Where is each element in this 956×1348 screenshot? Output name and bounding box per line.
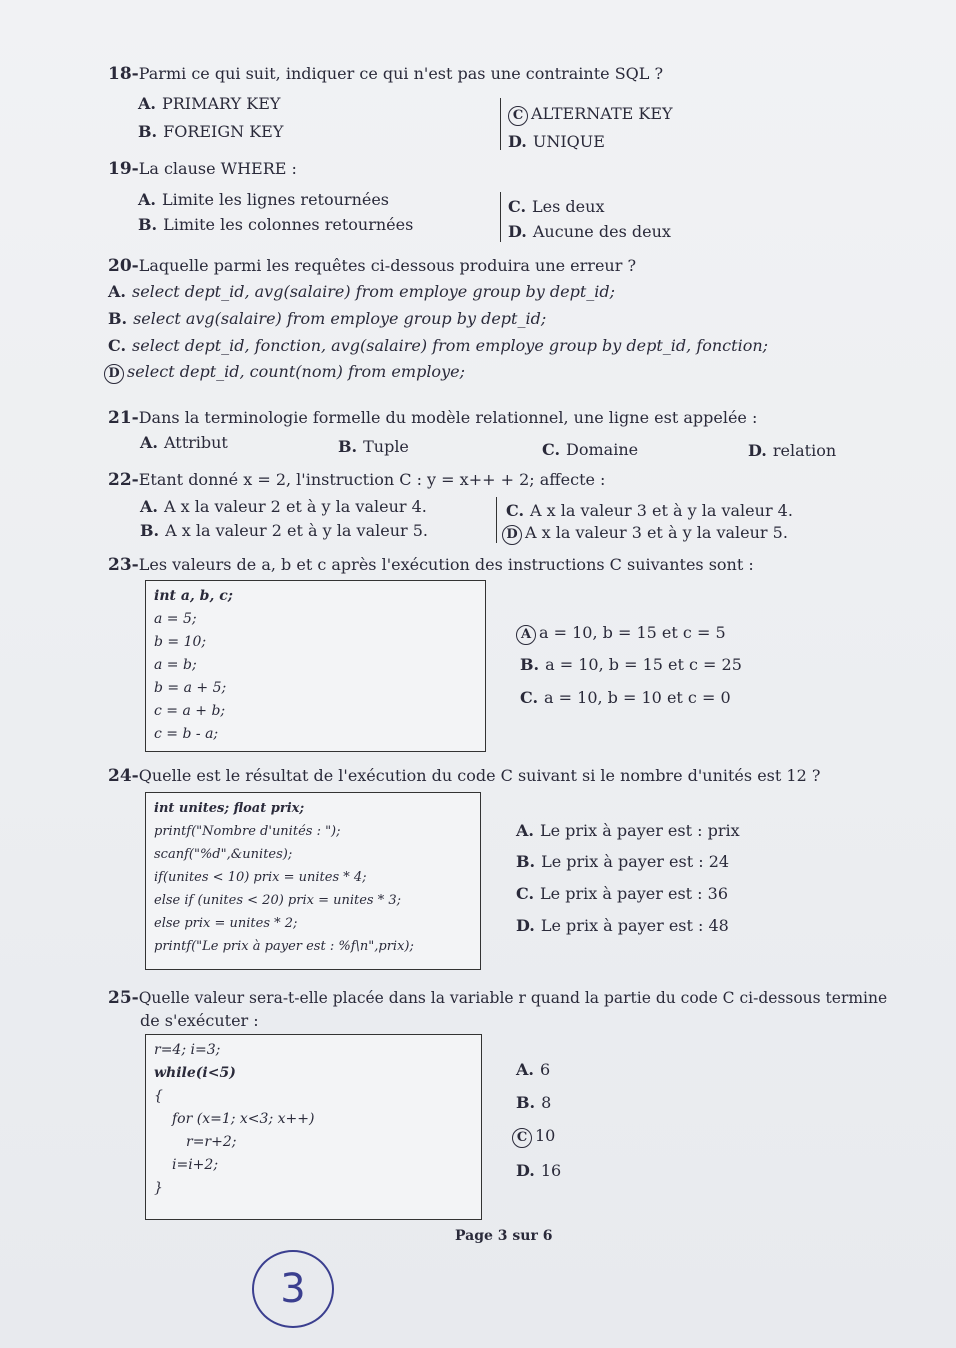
code-block: r=4; i=3; while(i<5) { for (x=1; x<3; x++) r=r+2; i=i+2; }	[145, 1034, 482, 1220]
option-d-selected: D A x la valeur 3 et à y la valeur 5.	[502, 523, 788, 545]
option-d: D. 16	[516, 1161, 562, 1180]
question-23: 23-Les valeurs de a, b et c après l'exécution des instructions C suivantes sont :	[108, 555, 754, 575]
option-a-selected: A a = 10, b = 15 et c = 5	[516, 623, 726, 645]
answer-circle-icon: C	[508, 106, 528, 126]
option-b: B. select avg(salaire) from employe group by dept_id;	[108, 309, 547, 328]
option-b: B. A x la valeur 2 et à y la valeur 5.	[140, 521, 428, 540]
option-c-selected: C 10	[512, 1126, 555, 1148]
question-21: 21-Dans la terminologie formelle du modèle relationnel, une ligne est appelée :	[108, 408, 758, 428]
option-a: A. Le prix à payer est : prix	[516, 821, 740, 840]
option-a: A. 6	[516, 1060, 551, 1079]
answer-circle-icon: D	[502, 525, 522, 545]
question-20: 20-Laquelle parmi les requêtes ci-dessous produira une erreur ?	[108, 256, 637, 276]
option-d: D. relation	[748, 441, 837, 460]
option-c-selected: C ALTERNATE KEY	[508, 104, 673, 126]
question-24: 24-Quelle est le résultat de l'exécution du code C suivant si le nombre d'unités est 12 ?	[108, 766, 821, 786]
option-divider	[500, 192, 501, 242]
option-c: C. Le prix à payer est : 36	[516, 884, 729, 903]
question-number: 18-	[108, 64, 139, 84]
answer-circle-icon: D	[104, 364, 124, 384]
handwritten-page-number: 3	[252, 1250, 334, 1328]
code-block: int unites; float prix; printf("Nombre d'unités : "); scanf("%d",&unites); if(unites < 10) prix = unites * 4; else if (unites < 20) prix = unites * 3; else prix = unites * 2; printf("Le prix à payer est : %f\n",prix);	[145, 792, 481, 970]
question-text: Parmi ce qui suit, indiquer ce qui n'est pas une contrainte SQL ?	[138, 64, 664, 83]
answer-circle-icon: C	[512, 1128, 532, 1148]
option-d-selected: D select dept_id, count(nom) from employe;	[104, 362, 465, 384]
option-b: B. Limite les colonnes retournées	[138, 215, 414, 234]
option-a: A. select dept_id, avg(salaire) from employe group by dept_id;	[108, 282, 616, 301]
option-b: B. Le prix à payer est : 24	[516, 852, 730, 871]
option-a: A. Limite les lignes retournées	[138, 190, 390, 209]
page-footer: Page 3 sur 6	[455, 1228, 553, 1244]
option-b: B. Tuple	[338, 437, 409, 456]
option-c: C. a = 10, b = 10 et c = 0	[520, 688, 731, 707]
option-divider	[500, 98, 501, 150]
option-d: D. UNIQUE	[508, 132, 605, 151]
option-b: B. FOREIGN KEY	[138, 122, 284, 141]
option-d: D. Le prix à payer est : 48	[516, 916, 729, 935]
option-b: B. 8	[516, 1093, 552, 1112]
code-block: int a, b, c; a = 5; b = 10; a = b; b = a + 5; c = a + b; c = b - a;	[145, 580, 486, 752]
question-25-continued: de s'exécuter :	[140, 1011, 259, 1030]
option-c: C. Domaine	[542, 440, 639, 459]
question-18	[108, 64, 663, 84]
option-a: A. Attribut	[140, 433, 228, 452]
option-c: C. A x la valeur 3 et à y la valeur 4.	[506, 501, 793, 520]
option-d: D. Aucune des deux	[508, 222, 671, 241]
option-a: A. A x la valeur 2 et à y la valeur 4.	[140, 497, 427, 516]
answer-circle-icon: A	[516, 625, 536, 645]
option-divider	[496, 497, 497, 543]
question-19: 19-La clause WHERE :	[108, 159, 297, 179]
option-c: C. select dept_id, fonction, avg(salaire) from employe group by dept_id, fonction;	[108, 336, 769, 355]
question-25: 25-Quelle valeur sera-t-elle placée dans la variable r quand la partie du code C ci-dessous termine	[108, 988, 888, 1008]
question-22: 22-Etant donné x = 2, l'instruction C : y = x++ + 2; affecte :	[108, 470, 606, 490]
option-c: C. Les deux	[508, 197, 605, 216]
option-b: B. a = 10, b = 15 et c = 25	[520, 655, 742, 674]
option-a: A. PRIMARY KEY	[138, 94, 281, 113]
